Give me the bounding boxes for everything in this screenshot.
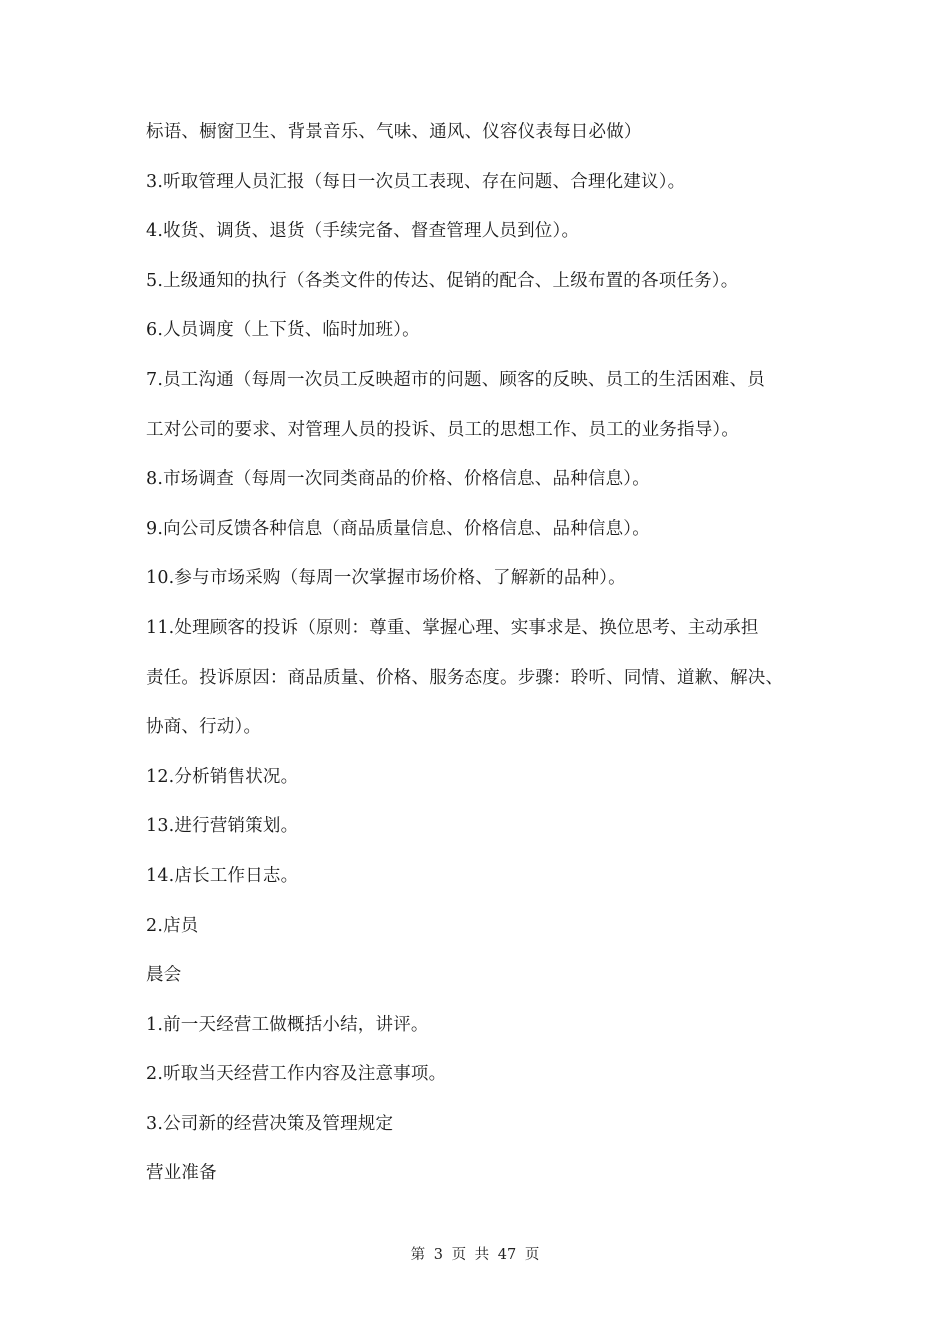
body-line: 7.员工沟通（每周一次员工反映超市的问题、顾客的反映、员工的生活困难、员 bbox=[146, 369, 765, 390]
page-number-footer: 第 3 页 共 47 页 bbox=[410, 1247, 540, 1263]
body-line: 11.处理顾客的投诉（原则：尊重、掌握心理、实事求是、换位思考、主动承担 bbox=[146, 617, 759, 638]
body-line: 14.店长工作日志。 bbox=[146, 865, 299, 886]
body-line: 3.公司新的经营决策及管理规定 bbox=[146, 1113, 394, 1134]
document-body bbox=[146, 108, 816, 1199]
body-line: 9.向公司反馈各种信息（商品质量信息、价格信息、品种信息）。 bbox=[146, 518, 650, 539]
body-line: 5.上级通知的执行（各类文件的传达、促销的配合、上级布置的各项任务）。 bbox=[146, 270, 739, 291]
subsection-heading: 晨会 bbox=[146, 965, 182, 986]
body-line: 1.前一天经营工做概括小结，讲评。 bbox=[146, 1014, 429, 1035]
body-line: 8.市场调查（每周一次同类商品的价格、价格信息、品种信息）。 bbox=[146, 469, 650, 490]
body-line: 13.进行营销策划。 bbox=[146, 816, 299, 837]
body-line: 工对公司的要求、对管理人员的投诉、员工的思想工作、员工的业务指导）。 bbox=[146, 419, 740, 440]
body-line: 责任。投诉原因：商品质量、价格、服务态度。步骤：聆听、同情、道歉、解决、 bbox=[146, 667, 784, 688]
body-line: 3.听取管理人员汇报（每日一次员工表现、存在问题、合理化建议）。 bbox=[146, 171, 686, 192]
body-line: 12.分析销售状况。 bbox=[146, 766, 299, 787]
body-line: 6.人员调度（上下货、临时加班）。 bbox=[146, 320, 420, 341]
body-line: 标语、橱窗卫生、背景音乐、气味、通风、仪容仪表每日必做） bbox=[146, 122, 642, 142]
body-line: 10.参与市场采购（每周一次掌握市场价格、了解新的品种）。 bbox=[146, 568, 626, 589]
section-heading: 2.店员 bbox=[146, 915, 199, 936]
subsection-heading: 营业准备 bbox=[146, 1163, 217, 1184]
body-line: 4.收货、调货、退货（手续完备、督查管理人员到位）。 bbox=[146, 221, 580, 242]
body-line: 2.听取当天经营工作内容及注意事项。 bbox=[146, 1064, 447, 1085]
body-line: 协商、行动）。 bbox=[146, 717, 262, 738]
